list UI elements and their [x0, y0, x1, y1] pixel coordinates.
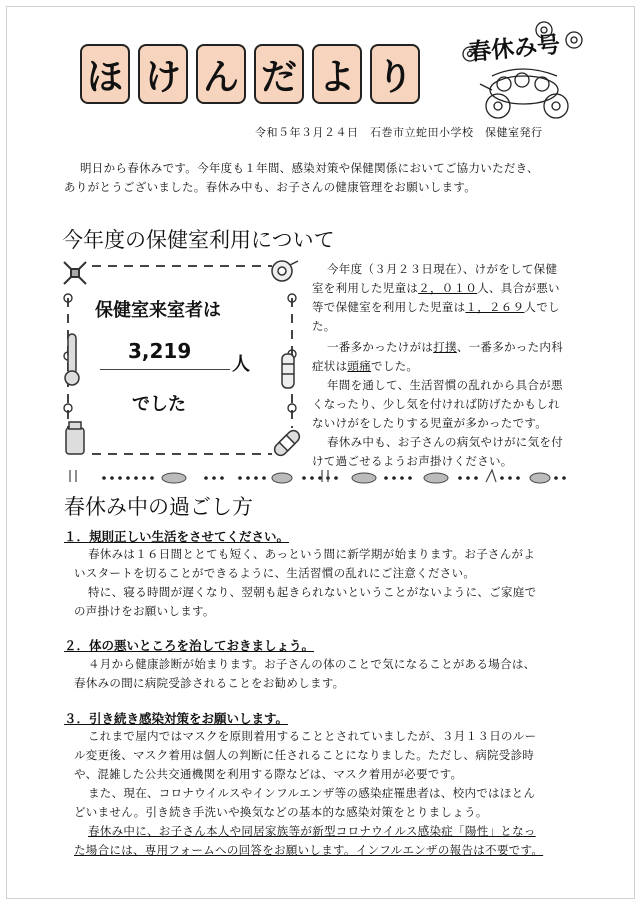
- adhesive-bandage-icon: [270, 426, 304, 460]
- usage-line: 室を利用した児童は２，０１０人、具合が悪い: [312, 281, 560, 295]
- item-line: 春休みは１６日間ととても短く、あっという間に新学期が始まります。お子さんがよ: [88, 547, 536, 561]
- title-char: ん: [196, 44, 246, 104]
- usage-line: 今年度（３月２３日現在）、けがをして保健: [327, 262, 558, 276]
- thermometer-icon: [60, 330, 84, 390]
- item-line: の声掛けをお願いします。: [74, 604, 215, 618]
- usage-line: 年間を通して、生活習慣の乱れから具合が悪: [327, 378, 563, 392]
- visitor-stat-label: 保健室来室者は: [95, 300, 221, 321]
- item-line: いスタートを切ることができるように、生活習慣の乱れにご注意ください。: [74, 566, 476, 580]
- usage-line: くなったり、少し気を付ければ防げたかもしれ: [312, 397, 560, 411]
- tweezers-icon: [60, 258, 90, 288]
- item-line-emphasis: た場合には、専用フォームへの回答をお願いします。インフルエンザの報告は不要です。: [74, 843, 544, 857]
- bandage-roll-icon: [268, 256, 300, 286]
- usage-line: けて過ごせるようお声掛けください。: [312, 454, 513, 468]
- item-line: これまで屋内ではマスクを原則着用することとされていましたが、３月１３日のルー: [88, 729, 537, 743]
- title-char: け: [138, 44, 188, 104]
- item-line: 特に、寝る時間が遅くなり、翌朝も起きられないということがないように、ご家庭で: [88, 585, 537, 599]
- item-line: どいません。引き続き手洗いや換気などの基本的な感染対策をとりましょう。: [74, 805, 488, 819]
- usage-line: ないけがをしたりする児童が多かったです。: [312, 416, 548, 430]
- item-line-emphasis: 春休み中に、お子さん本人や同居家族等が新型コロナウイルス感染症「陽性」となっ: [88, 824, 536, 838]
- title-char: よ: [312, 44, 362, 104]
- cast-icon: [274, 350, 304, 396]
- animal-divider: [56, 466, 576, 486]
- item-title: １．規則正しい生活をさせてください。: [64, 529, 290, 544]
- item-line: や、混雑した公共交通機関を利用する際などは、マスク着用が必要です。: [74, 767, 463, 781]
- title-char: り: [370, 44, 420, 104]
- newsletter-title: [80, 44, 420, 104]
- item-title: ３．引き続き感染対策をお願いします。: [64, 711, 289, 726]
- item-line: ル変更後、マスク着用は個人の判断に任されることになりました。ただし、病院受診時: [74, 748, 535, 762]
- visitor-stat-end: でした: [132, 394, 186, 415]
- divider: [100, 369, 230, 370]
- usage-line: 一番多かったけがは打撲、一番多かった内科: [327, 340, 564, 354]
- visitor-stat-value: 3,219: [128, 339, 192, 363]
- visitor-stat-unit: 人: [232, 354, 250, 375]
- title-char: だ: [254, 44, 304, 104]
- usage-line: 等で保健室を利用した児童は１，２６９人でし: [312, 300, 560, 314]
- section-heading-spring-break: 春休み中の過ごし方: [64, 495, 253, 519]
- item-line: ４月から健康診断が始まります。お子さんの体のことで気になることがある場合は、: [88, 657, 536, 671]
- usage-line: 症状は頭痛でした。: [312, 359, 419, 373]
- item-line: また、現在、コロナウイルスやインフルエンザ等の感染症罹患者は、校内ではほとん: [88, 786, 536, 800]
- section-heading-usage: 今年度の保健室利用について: [62, 228, 335, 252]
- medicine-bottle-icon: [60, 420, 90, 460]
- usage-line: 春休み中も、お子さんの病気やけがに気を付: [327, 435, 563, 449]
- usage-line: た。: [312, 319, 336, 333]
- issue-badge: 春休み号: [467, 32, 562, 66]
- title-char: ほ: [80, 44, 130, 104]
- item-title: ２．体の悪いところを治しておきましょう。: [64, 638, 315, 653]
- intro-line: ありがとうございました。春休み中も、お子さんの健康管理をお願いします。: [64, 180, 477, 194]
- intro-line: 明日から春休みです。今年度も１年間、感染対策や保健関係においてご協力いただき、: [80, 161, 539, 175]
- issue-date-line: 令和５年３月２４日 石巻市立蛇田小学校 保健室発行: [255, 126, 543, 139]
- item-line: 春休みの間に病院受診されることをお勧めします。: [74, 676, 345, 690]
